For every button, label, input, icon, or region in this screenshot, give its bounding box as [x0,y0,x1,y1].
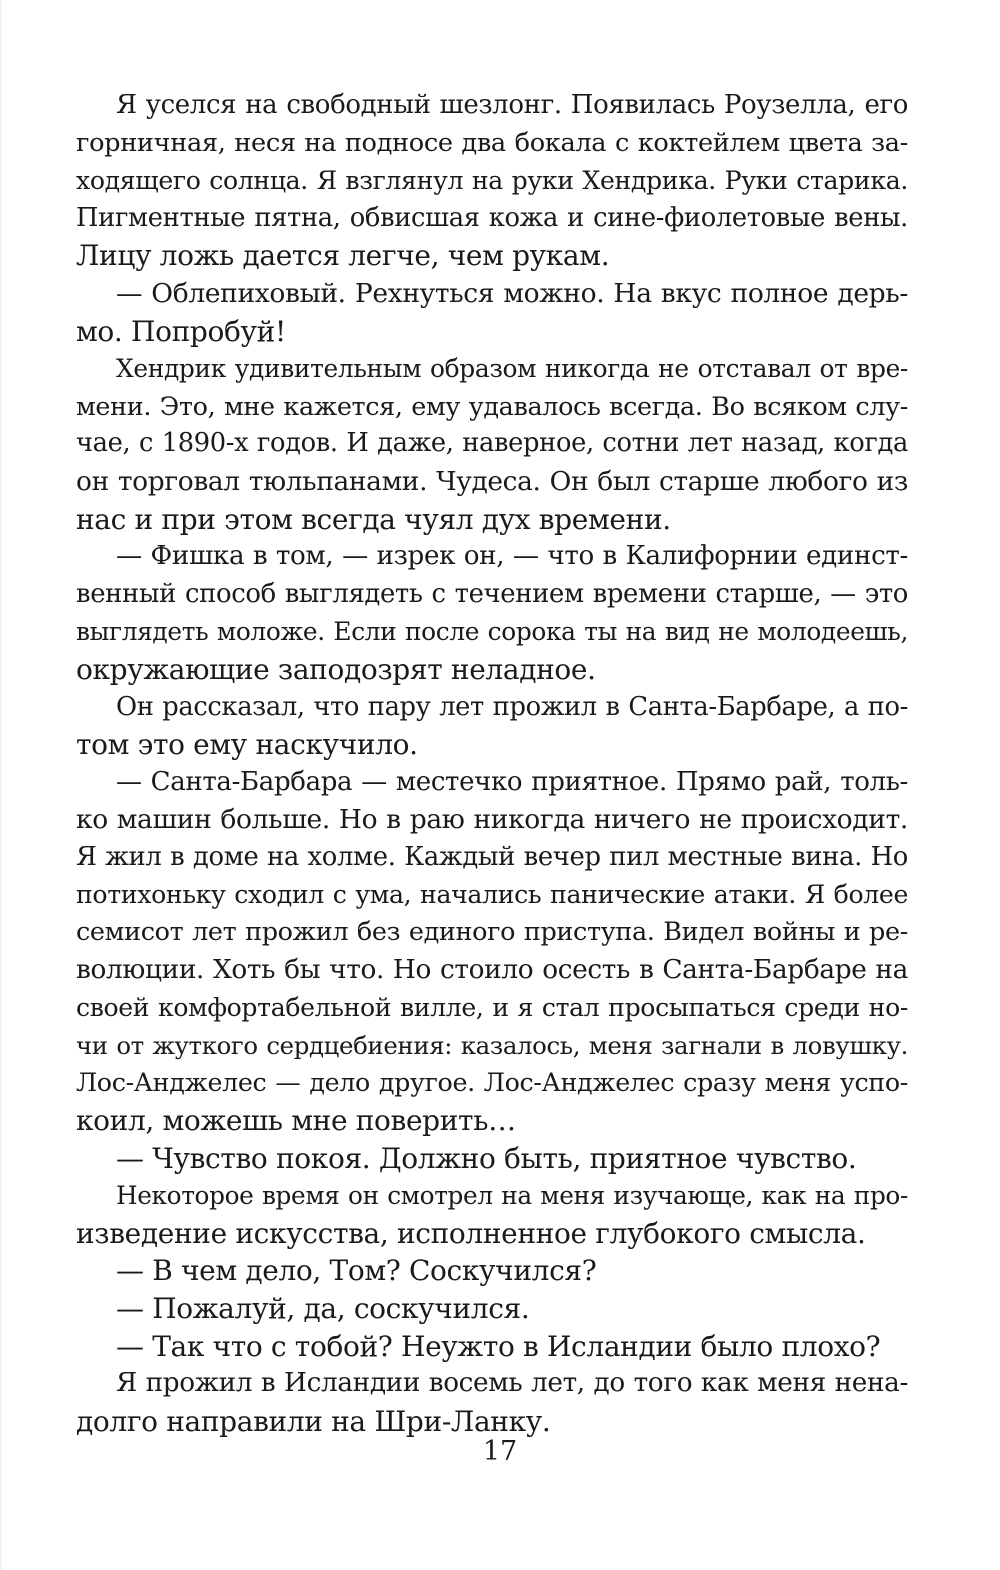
text-line: семисот лет прожил без единого приступа. Видел войны и ре- [76,917,908,948]
text-line: Хендрик удивительным образом никогда не отставал от вре- [116,354,908,384]
scan-edge [0,0,3,1570]
page-number: 17 [482,1436,518,1467]
text-line: — Санта-Барбара — местечко приятное. Прямо рай, толь- [116,766,908,797]
text-line: потихоньку сходил с ума, начались панические атаки. Я более [76,880,908,910]
text-line: Я жил в доме на холме. Каждый вечер пил местные вина. Но [76,841,908,872]
text-line: окружающие заподозрят неладное. [76,652,596,686]
text-line: Он рассказал, что пару лет прожил в Санта-Барбаре, а по- [116,691,908,722]
text-line: венный способ выглядеть с течением времени старше, — это [76,578,908,609]
text-line: мо. Попробуй! [76,314,286,348]
text-line: — Облепиховый. Рехнуться можно. На вкус полное дерь- [116,277,908,309]
text-line: Я уселся на свободный шезлонг. Появилась Роузелла, его [116,90,908,120]
text-line: Некоторое время он смотрел на меня изучающе, как на про- [116,1181,908,1211]
text-line: — Пожалуй, да, соскучился. [116,1292,530,1325]
text-line: чае, с 1890-х годов. И даже, наверное, сотни лет назад, когда [76,428,908,459]
text-line: своей комфортабельной вилле, и я стал просыпаться среди но- [76,993,908,1023]
text-line: — Фишка в том, — изрек он, — что в Калифорнии единст- [116,541,908,572]
text-line: мени. Это, мне кажется, ему удавалось всегда. Во всяком слу- [76,390,908,421]
text-line: изведение искусства, исполненное глубокого смысла. [76,1216,866,1250]
text-line: — Чувство покоя. Должно быть, приятное чувство. [116,1141,857,1175]
text-line: долго направили на Шри-Ланку. [76,1404,551,1438]
text-line: Я прожил в Исландии восемь лет, до того как меня нена- [116,1368,908,1399]
text-line: ко машин больше. Но в раю никогда ничего не происходит. [76,804,908,836]
body-text [76,87,908,1440]
text-line: горничная, неся на подносе два бокала с коктейлем цвета за- [76,127,908,158]
text-line: коил, можешь мне поверить… [76,1104,516,1138]
text-line: Лос-Анджелес — дело другое. Лос-Анджелес сразу меня успо- [76,1067,908,1098]
text-line: том это ему наскучило. [76,728,418,762]
text-line: ходящего солнца. Я взглянул на руки Хендрика. Руки старика. [76,166,908,196]
text-line: — Так что с тобой? Неужто в Исландии было плохо? [116,1329,881,1363]
text-line: чи от жуткого сердцебиения: казалось, меня загнали в ловушку. [76,1030,908,1060]
text-line: выглядеть моложе. Если после сорока ты на вид не молодеешь, [76,617,908,647]
text-line: волюции. Хоть бы что. Но стоило осесть в Санта-Барбаре на [76,954,908,985]
text-line: нас и при этом всегда чуял дух времени. [76,502,671,536]
text-line: Пигментные пятна, обвисшая кожа и сине-фиолетовые вены. [76,202,908,233]
text-line: — В чем дело, Том? Соскучился? [116,1254,597,1288]
text-line: Лицу ложь дается легче, чем рукам. [76,239,610,273]
text-line: он торговал тюльпанами. Чудеса. Он был старше любого из [76,465,908,497]
